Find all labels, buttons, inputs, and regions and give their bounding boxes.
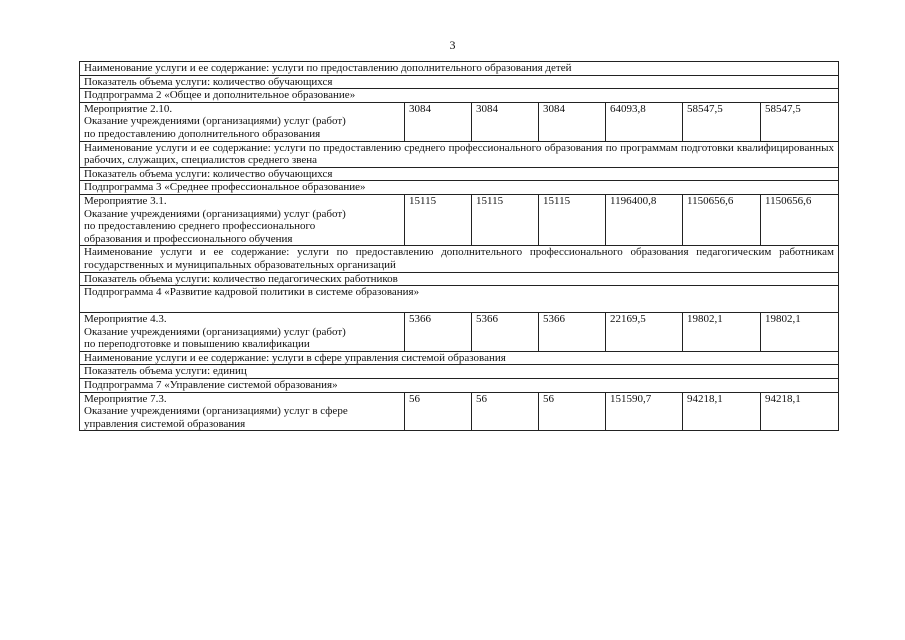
service-name-row xyxy=(80,141,839,167)
page-number: 3 xyxy=(449,38,456,52)
service-name-row xyxy=(80,246,839,272)
service-name-cell: Наименование услуги и ее содержание: услуги по предоставлению дополнительного профессионального образования педагогическим работникам государственных и муниципальных образовательных организаций xyxy=(80,246,839,272)
value-cell: 1150656,6 xyxy=(683,194,761,245)
value-cell: 3084 xyxy=(472,102,539,141)
subprogram-cell: Подпрограмма 2 «Общее и дополнительное образование» xyxy=(80,89,839,103)
measure-text-line: Оказание учреждениями (организациями) услуг (работ) xyxy=(84,115,346,128)
indicator-cell: Показатель объема услуги: количество обучающихся xyxy=(80,167,839,181)
subprogram-cell: Подпрограмма 4 «Развитие кадровой политики в системе образования» xyxy=(80,286,839,313)
measure-row xyxy=(80,392,839,431)
value-cell: 19802,1 xyxy=(761,313,839,352)
measure-description-cell xyxy=(80,194,405,245)
measure-row xyxy=(80,194,839,245)
measure-description-cell xyxy=(80,392,405,431)
indicator-row xyxy=(80,272,839,286)
subprogram-row xyxy=(80,379,839,393)
value-cell: 3084 xyxy=(539,102,606,141)
indicator-cell: Показатель объема услуги: единиц xyxy=(80,365,839,379)
measure-text-line: Оказание учреждениями (организациями) услуг (работ) xyxy=(84,207,346,220)
subprogram-row xyxy=(80,89,839,103)
value-cell: 56 xyxy=(405,392,472,431)
subprogram-row xyxy=(80,181,839,195)
subprogram-cell: Подпрограмма 3 «Среднее профессиональное образование» xyxy=(80,181,839,195)
indicator-row xyxy=(80,167,839,181)
service-name-row xyxy=(80,62,839,76)
value-cell: 3084 xyxy=(405,102,472,141)
value-cell: 94218,1 xyxy=(761,392,839,431)
value-cell: 151590,7 xyxy=(606,392,683,431)
service-name-cell: Наименование услуги и ее содержание: услуги по предоставлению среднего профессионального образования по программам подготовки квалифицированных рабочих, служащих, специалистов среднего звена xyxy=(80,141,839,167)
value-cell: 15115 xyxy=(405,194,472,245)
value-cell: 22169,5 xyxy=(606,313,683,352)
indicator-cell: Показатель объема услуги: количество педагогических работников xyxy=(80,272,839,286)
measure-title: Мероприятие 3.1. xyxy=(84,194,167,207)
measure-title: Мероприятие 4.3. xyxy=(84,313,167,326)
measure-text-line: управления системой образования xyxy=(84,417,246,430)
subprogram-cell: Подпрограмма 7 «Управление системой образования» xyxy=(80,379,839,393)
indicator-cell: Показатель объема услуги: количество обучающихся xyxy=(80,75,839,89)
measure-title: Мероприятие 2.10. xyxy=(84,102,173,115)
value-cell: 58547,5 xyxy=(683,102,761,141)
subprogram-row xyxy=(80,286,839,313)
value-cell: 5366 xyxy=(539,313,606,352)
measure-description-cell xyxy=(80,102,405,141)
service-name-cell: Наименование услуги и ее содержание: услуги в сфере управления системой образования xyxy=(80,351,839,365)
measure-text-line: Оказание учреждениями (организациями) услуг (работ) xyxy=(84,325,346,338)
measure-description-cell xyxy=(80,313,405,352)
value-cell: 19802,1 xyxy=(683,313,761,352)
value-cell: 56 xyxy=(539,392,606,431)
indicator-row xyxy=(80,75,839,89)
value-cell: 1196400,8 xyxy=(606,194,683,245)
value-cell: 15115 xyxy=(472,194,539,245)
services-table xyxy=(79,61,839,431)
service-name-row xyxy=(80,351,839,365)
measure-text-line: по предоставлению дополнительного образования xyxy=(84,127,321,140)
value-cell: 15115 xyxy=(539,194,606,245)
measure-row xyxy=(80,313,839,352)
value-cell: 56 xyxy=(472,392,539,431)
measure-text-line: Оказание учреждениями (организациями) услуг в сфере xyxy=(84,405,348,418)
measure-text-line: по предоставлению среднего профессионального xyxy=(84,220,316,233)
value-cell: 64093,8 xyxy=(606,102,683,141)
value-cell: 58547,5 xyxy=(761,102,839,141)
measure-title: Мероприятие 7.3. xyxy=(84,392,167,405)
service-name-cell: Наименование услуги и ее содержание: услуги по предоставлению дополнительного образования детей xyxy=(80,62,839,76)
value-cell: 5366 xyxy=(472,313,539,352)
indicator-row xyxy=(80,365,839,379)
measure-text-line: образования и профессионального обучения xyxy=(84,232,293,245)
measure-row xyxy=(80,102,839,141)
measure-text-line: по переподготовке и повышению квалификации xyxy=(84,338,310,351)
value-cell: 94218,1 xyxy=(683,392,761,431)
value-cell: 5366 xyxy=(405,313,472,352)
value-cell: 1150656,6 xyxy=(761,194,839,245)
